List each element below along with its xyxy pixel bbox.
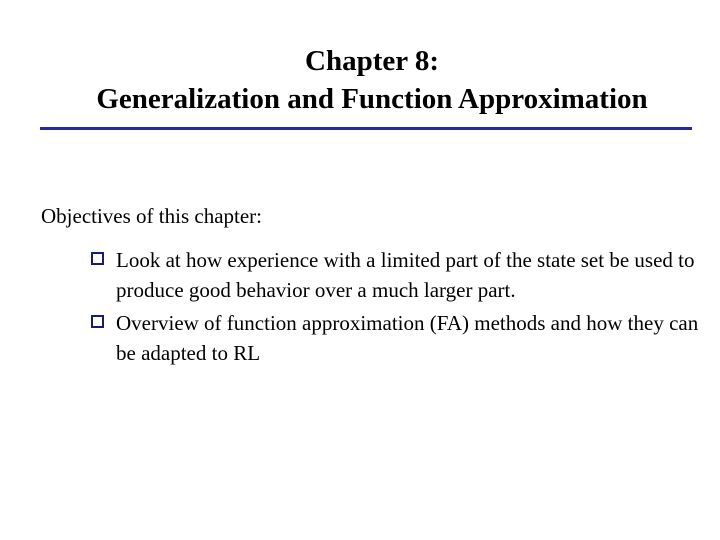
slide-title [40, 42, 704, 118]
hollow-square-bullet-icon [91, 252, 104, 265]
hollow-square-bullet-icon [91, 315, 104, 328]
bullet-text: Overview of function approximation (FA) methods and how they can be adapted to RL [116, 311, 699, 365]
title-line-2: Generalization and Function Approximation [96, 83, 648, 115]
objectives-heading: Objectives of this chapter: [41, 204, 263, 228]
list-item [91, 245, 711, 305]
bullet-text: Look at how experience with a limited part of the state set be used to produce good behavior over a much larger part. [116, 248, 695, 302]
title-line-1: Chapter 8: [305, 45, 439, 77]
title-divider [40, 127, 692, 130]
objectives-list [91, 245, 711, 371]
list-item [91, 308, 711, 368]
